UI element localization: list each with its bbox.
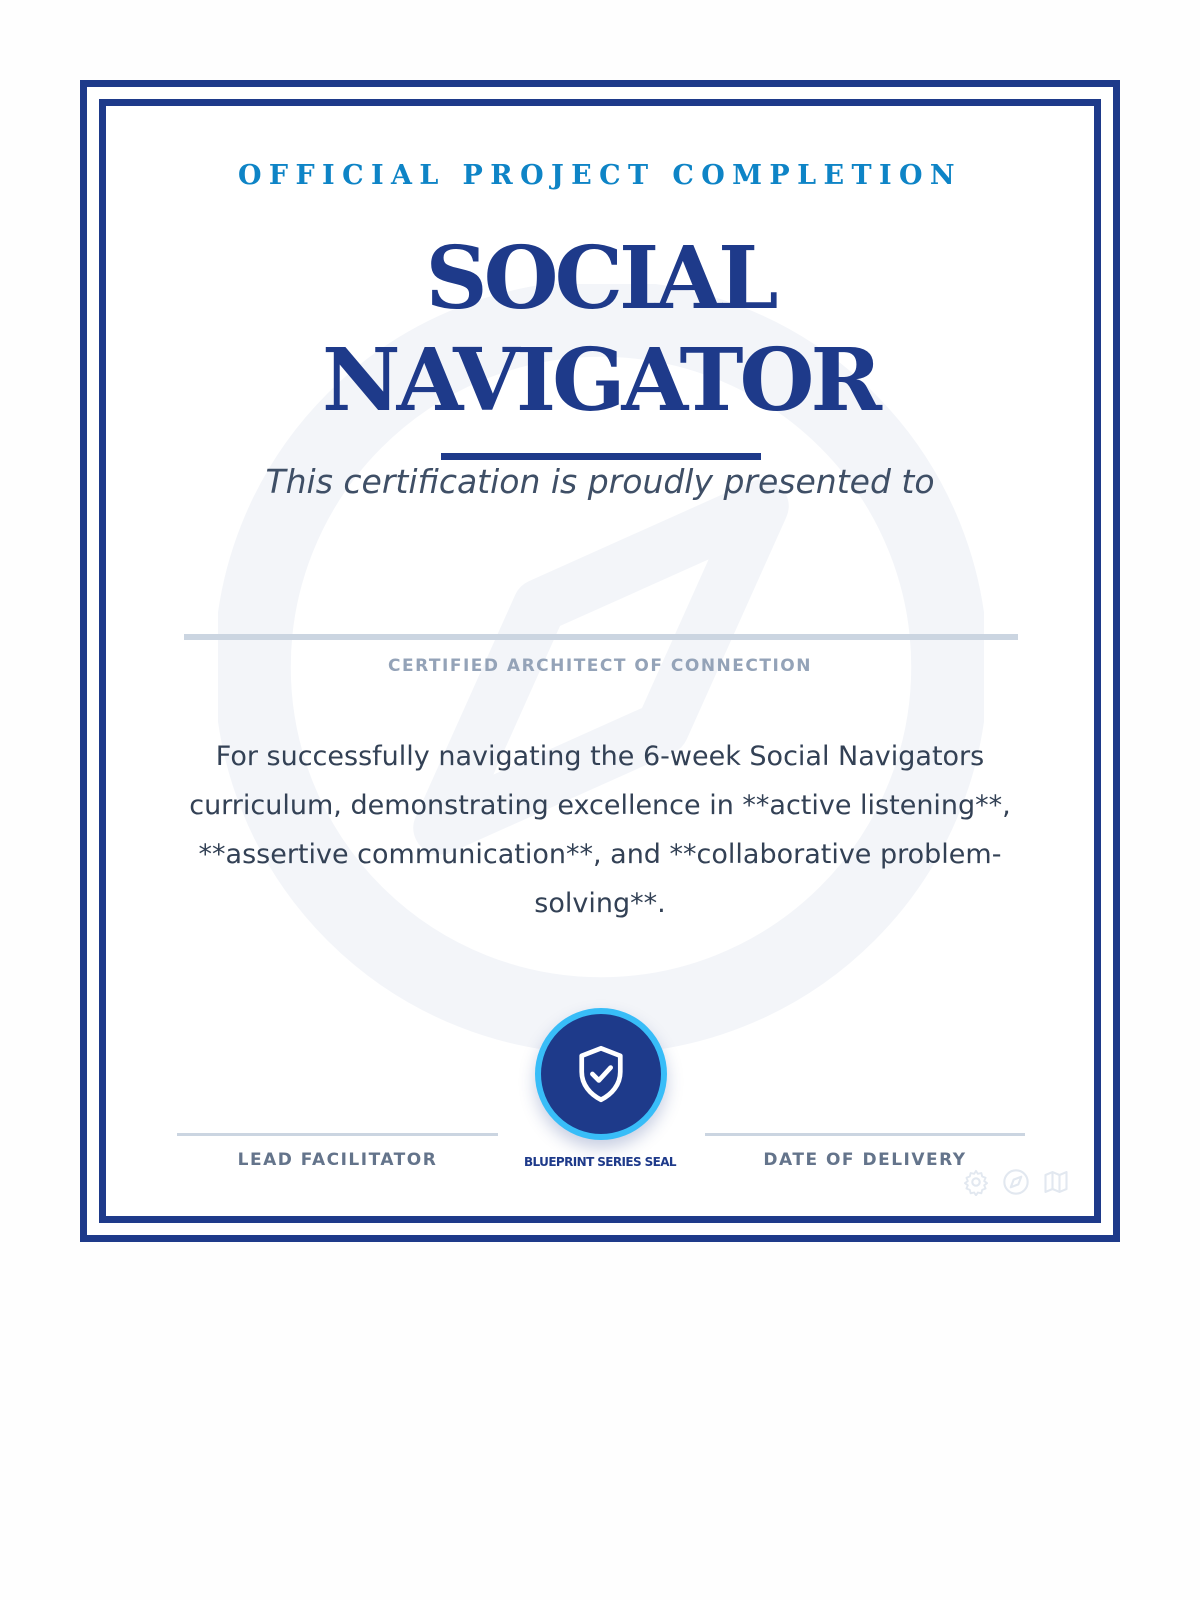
gear-icon <box>962 1168 990 1196</box>
compass-icon <box>1002 1168 1030 1196</box>
presented-to-text: This certification is proudly presented to <box>265 462 935 501</box>
title-line-1: SOCIAL <box>425 228 775 329</box>
recipient-name-line <box>184 634 1018 640</box>
certificate-title <box>0 228 1200 432</box>
certificate-role: CERTIFIED ARCHITECT OF CONNECTION <box>388 656 812 676</box>
title-line-2: NAVIGATOR <box>322 330 878 431</box>
blueprint-seal <box>535 1008 667 1140</box>
certificate-eyebrow: OFFICIAL PROJECT COMPLETION <box>237 160 963 191</box>
corner-icon-group <box>962 1168 1072 1196</box>
map-icon <box>1042 1168 1070 1196</box>
date-of-delivery-line <box>705 1133 1025 1136</box>
lead-facilitator-signature-line <box>177 1133 498 1136</box>
seal-label: BLUEPRINT SERIES SEAL <box>524 1155 676 1169</box>
shield-check-icon <box>575 1044 627 1104</box>
date-of-delivery-label: DATE OF DELIVERY <box>763 1150 967 1170</box>
certificate-body: For successfully navigating the 6-week Social Navigators curriculum, demonstrating excellence in **active listening**, **assertive communication**, and **collaborative problem-solving**. <box>189 741 1011 919</box>
lead-facilitator-label: LEAD FACILITATOR <box>237 1150 438 1170</box>
title-divider <box>441 453 761 460</box>
